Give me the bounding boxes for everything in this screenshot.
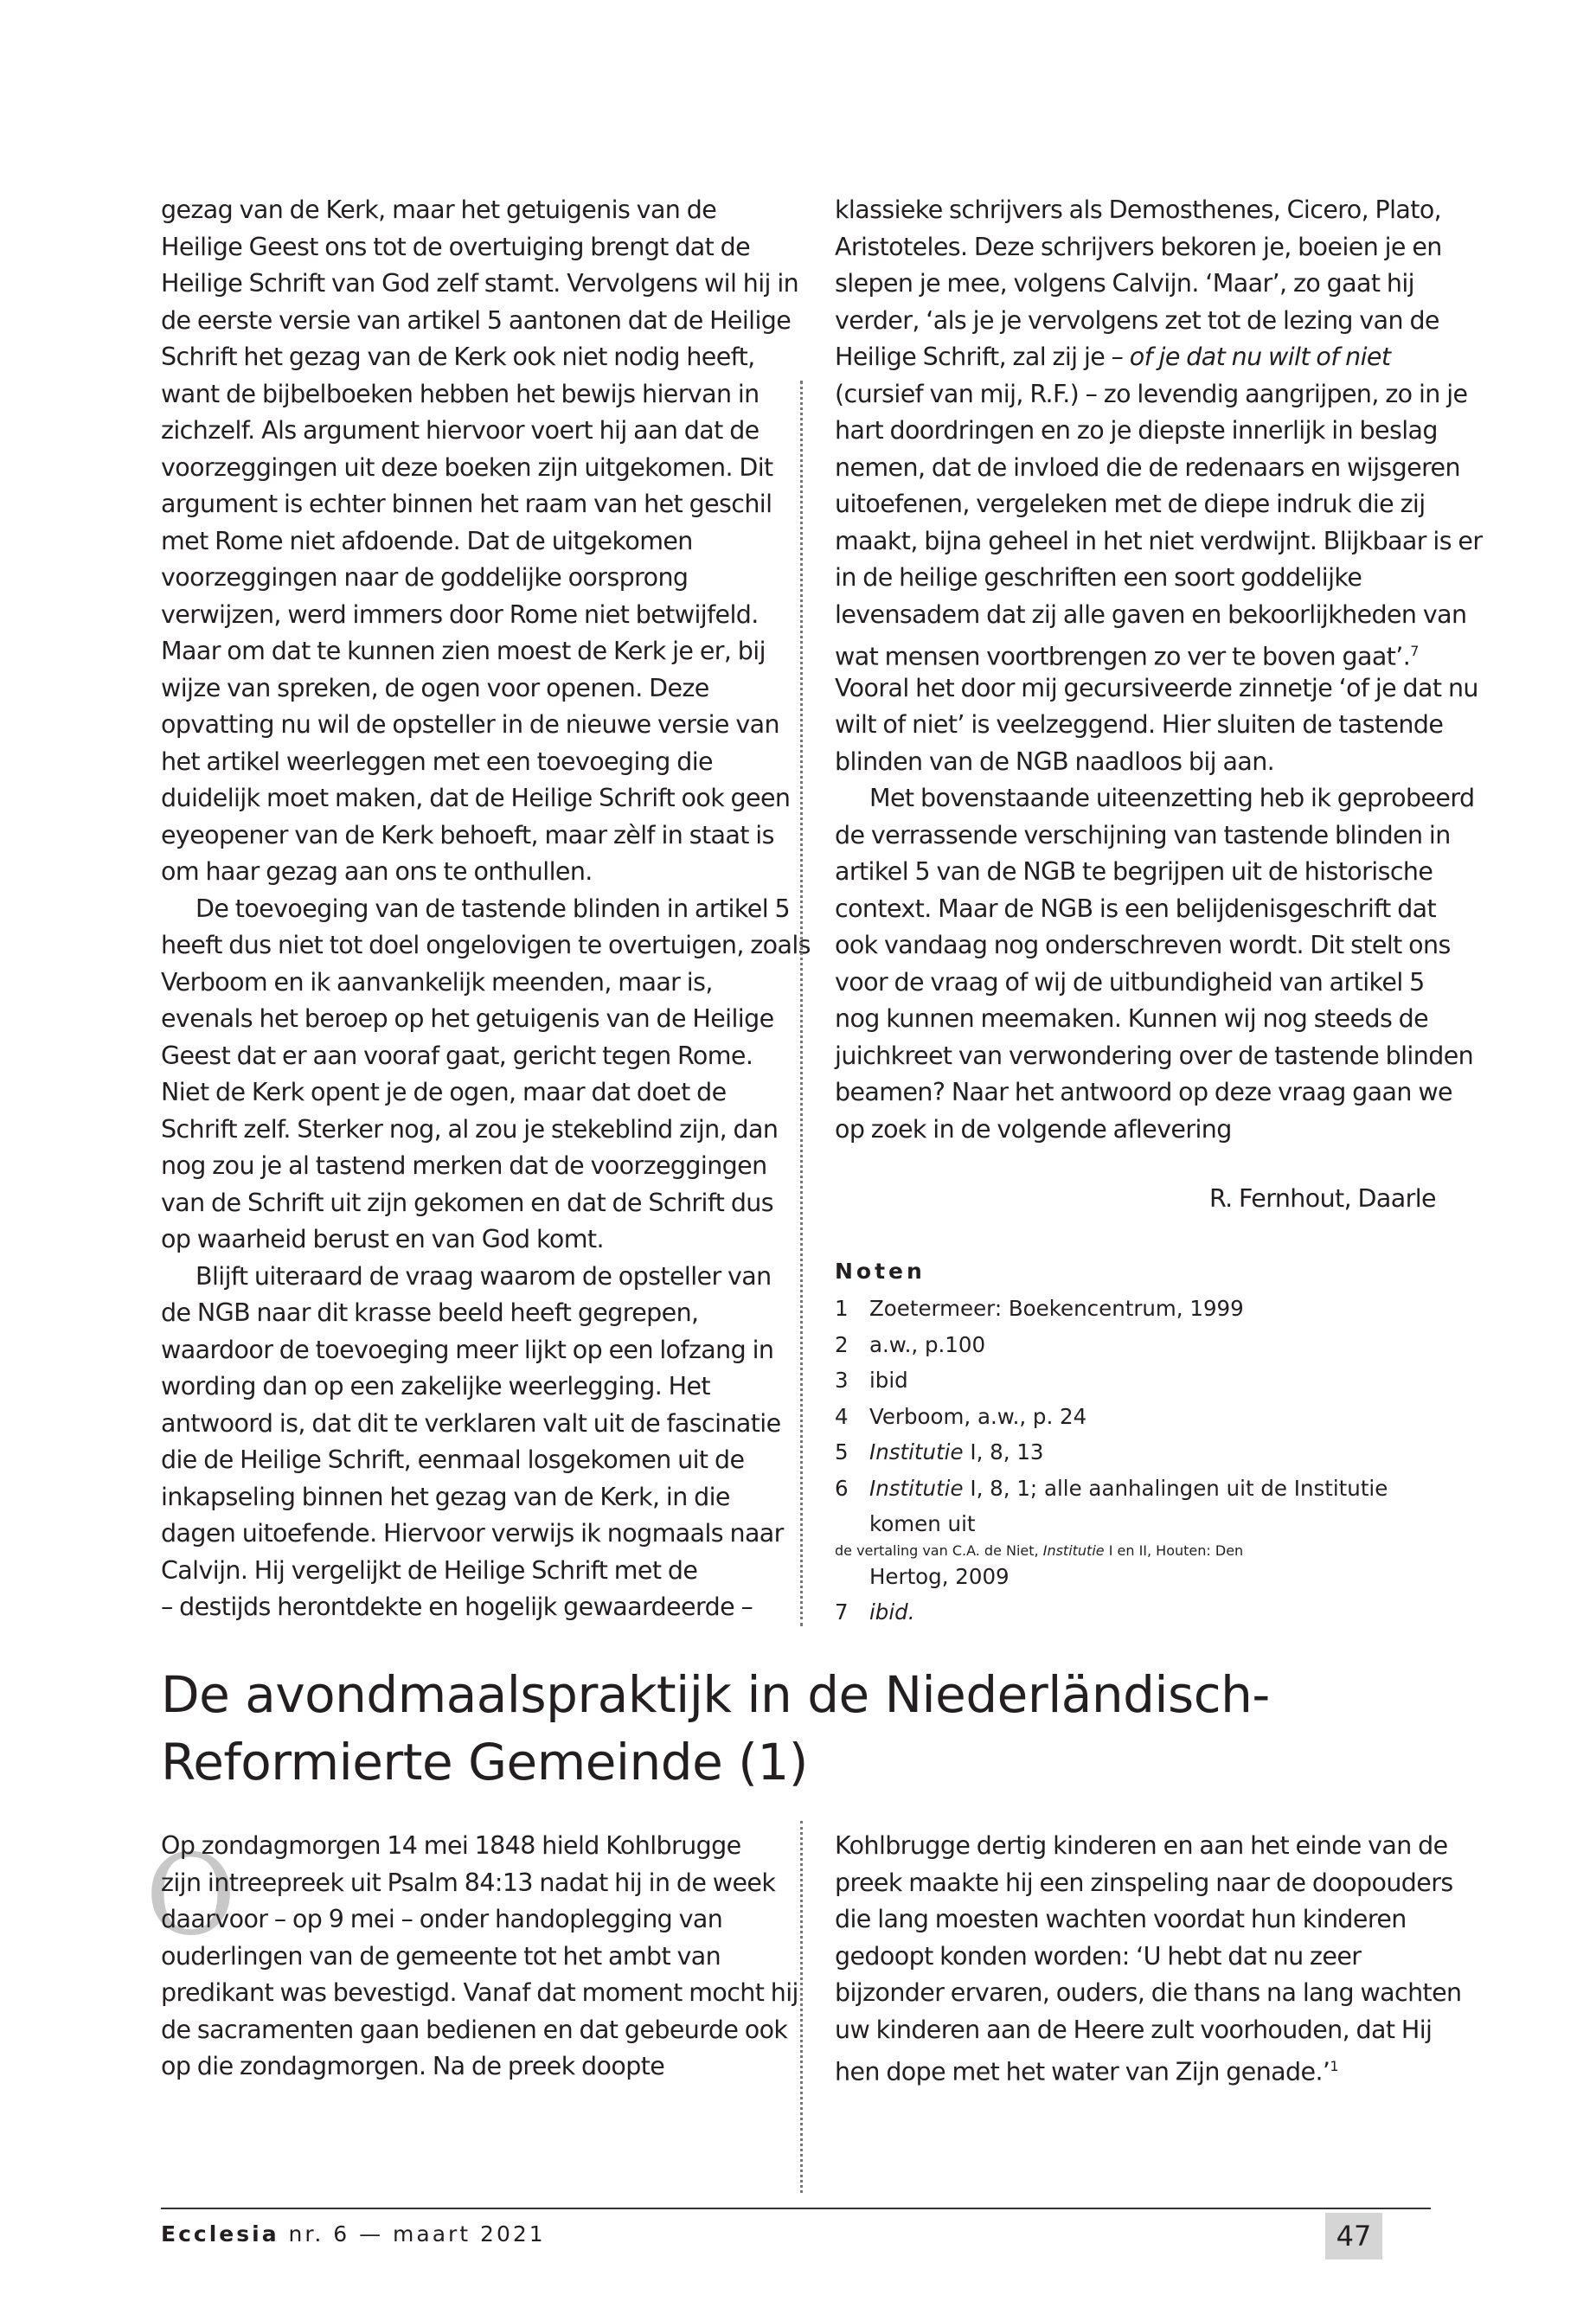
text-line: wilt of niet’ is veelzeggend. Hier sluiten de tastende — [835, 710, 1444, 739]
issue-info: nr. 6 — maart 2021 — [288, 2221, 546, 2247]
text-line: Heilige Schrift, zal zij je – of je dat nu wilt of niet — [835, 343, 1391, 371]
text-line: de sacramenten gaan bedienen en dat gebeurde ook — [161, 2015, 788, 2044]
text-line: duidelijk moet maken, dat de Heilige Schrift ook geen — [161, 784, 791, 812]
text-line: Blijft uiteraard de vraag waarom de opsteller van — [195, 1261, 772, 1291]
text-line: wijze van spreken, de ogen voor openen. Deze — [161, 673, 709, 702]
footnote: 5 Institutie I, 8, 13 — [835, 1439, 1044, 1465]
text-line: die de Heilige Schrift, eenmaal losgekomen uit de — [161, 1445, 745, 1474]
text-line: artikel 5 van de NGB te begrijpen uit de historische — [835, 857, 1433, 886]
text-line: waardoor de toevoeging meer lijkt op een lofzang in — [161, 1335, 774, 1364]
text-line: ook vandaag nog onderschreven wordt. Dit stelt ons — [835, 931, 1451, 959]
text-line: hen dope met het water van Zijn genade.’$^1$ — [835, 2057, 1338, 2086]
text-line: klassieke schrijvers als Demosthenes, Cicero, Plato, — [835, 195, 1442, 224]
column-left — [161, 192, 811, 1626]
text-line: beamen? Naar het antwoord op deze vraag gaan we — [835, 1078, 1452, 1106]
footnote: 7 ibid. — [835, 1599, 915, 1625]
dropcap: O — [145, 1831, 236, 1960]
text-line: de eerste versie van artikel 5 aantonen dat de Heilige — [161, 305, 792, 335]
text-line: argument is echter binnen het raam van het geschil — [161, 490, 772, 518]
text-line: wording dan op een zakelijke weerlegging. Het — [161, 1372, 710, 1400]
text-line: Heilige Schrift van God zelf stamt. Vervolgens wil hij in — [161, 269, 799, 298]
text-line: Verboom en ik aanvankelijk meenden, maar is, — [161, 967, 713, 997]
text-line: uw kinderen aan de Heere zult voorhouden, dat Hij — [835, 2015, 1433, 2044]
text-line: ouderlingen van de gemeente tot het ambt van — [161, 1941, 721, 1971]
text-line: bijzonder ervaren, ouders, die thans na lang wachten — [835, 1978, 1462, 2007]
footnote: 6 Institutie I, 8, 1; alle aanhalingen uit de Institutie komen uit — [835, 1475, 1388, 1536]
text-line: Schrift het gezag van de Kerk ook niet nodig heeft, — [161, 343, 755, 371]
text-line: de NGB naar dit krasse beeld heeft gegrepen, — [161, 1298, 699, 1327]
text-line: Schrift zelf. Sterker nog, al zou je stekeblind zijn, dan — [161, 1114, 779, 1144]
text-line: gezag van de Kerk, maar het getuigenis van de — [161, 195, 717, 224]
text-line: zijn intreepreek uit Psalm 84:13 nadat hij in de week — [161, 1868, 776, 1897]
notes-heading: Noten — [835, 1259, 926, 1284]
text-line: in de heilige geschriften een soort goddelijke — [835, 563, 1362, 592]
text-line: wat mensen voortbrengen zo ver te boven gaat’.$^7$ — [835, 642, 1419, 671]
article-title-line: De avondmaalspraktijk in de Niederländisch- — [161, 1665, 1270, 1724]
text-line: verwijzen, werd immers door Rome niet betwijfeld. — [161, 599, 759, 629]
footer-info — [161, 2221, 546, 2247]
text-line: (cursief van mij, R.F.) – zo levendig aangrijpen, zo in je — [835, 379, 1468, 408]
footnote: 2 a.w., p.100 — [835, 1331, 986, 1357]
text-line: op waarheid berust en van God komt. — [161, 1225, 604, 1253]
article-title-line: Reformierte Gemeinde (1) — [161, 1733, 808, 1791]
text-line: blinden van de NGB naadloos bij aan. — [835, 747, 1275, 776]
text-line: juichkreet van verwondering over de tastende blinden — [835, 1041, 1474, 1070]
column-divider — [800, 381, 803, 1626]
article-column-divider — [800, 1821, 803, 2193]
text-line: Geest dat er aan vooraf gaat, gericht tegen Rome. — [161, 1041, 753, 1070]
article-column-right — [835, 1828, 1462, 2086]
text-line: voorzeggingen naar de goddelijke oorsprong — [161, 563, 689, 592]
footnote: Hertog, 2009 — [869, 1563, 1010, 1589]
text-line: Niet de Kerk opent je de ogen, maar dat doet de — [161, 1078, 727, 1106]
notes-list — [835, 1291, 1440, 1631]
text-line: De toevoeging van de tastende blinden in artikel 5 — [195, 894, 791, 923]
text-line: uitoefenen, vergeleken met de diepe indruk die zij — [835, 490, 1426, 518]
text-line: Met bovenstaande uiteenzetting heb ik geprobeerd — [869, 784, 1475, 812]
text-line: evenals het beroep op het getuigenis van de Heilige — [161, 1004, 774, 1033]
text-line: nog kunnen meemaken. Kunnen wij nog steeds de — [835, 1004, 1429, 1033]
author-signature: R. Fernhout, Daarle — [1208, 1184, 1436, 1213]
text-line: die lang moesten wachten voordat hun kinderen — [835, 1905, 1407, 1933]
text-line: van de Schrift uit zijn gekomen en dat de Schrift dus — [161, 1188, 774, 1217]
text-line: maakt, bijna geheel in het niet verdwijnt. Blijkbaar is er — [835, 526, 1483, 555]
text-line: met Rome niet afdoende. Dat de uitgekomen — [161, 526, 693, 555]
text-line: verder, ‘als je je vervolgens zet tot de lezing van de — [835, 305, 1439, 335]
page-number: 47 — [1325, 2213, 1382, 2259]
text-line: heeft dus niet tot doel ongelovigen te overtuigen, zoals — [161, 931, 811, 959]
text-line: zichzelf. Als argument hiervoor voert hij aan dat de — [161, 416, 760, 445]
text-line: inkapseling binnen het gezag van de Kerk, in die — [161, 1482, 730, 1511]
text-line: levensadem dat zij alle gaven en bekoorlijkheden van — [835, 599, 1467, 629]
footer-rule — [161, 2208, 1431, 2209]
text-line: Op zondagmorgen 14 mei 1848 hield Kohlbrugge — [161, 1831, 741, 1860]
text-line: opvatting nu wil de opsteller in de nieuwe versie van — [161, 710, 779, 739]
text-line: Vooral het door mij gecursiveerde zinnetje ‘of je dat nu — [835, 673, 1478, 702]
text-line: want de bijbelboeken hebben het bewijs hiervan in — [161, 379, 760, 408]
article-title — [161, 1661, 1458, 1796]
text-line: Aristoteles. Deze schrijvers bekoren je, boeien je en — [835, 232, 1442, 261]
footnote: 4 Verboom, a.w., p. 24 — [835, 1403, 1087, 1429]
text-line: het artikel weerleggen met een toevoeging die — [161, 747, 713, 776]
text-line: Heilige Geest ons tot de overtuiging brengt dat de — [161, 232, 751, 261]
text-line: Maar om dat te kunnen zien moest de Kerk je er, bij — [161, 637, 766, 665]
text-line: voorzeggingen uit deze boeken zijn uitgekomen. Dit — [161, 452, 773, 482]
text-line: antwoord is, dat dit te verklaren valt uit de fascinatie — [161, 1408, 781, 1438]
text-line: op die zondagmorgen. Na de preek doopte — [161, 2052, 665, 2080]
text-line: Kohlbrugge dertig kinderen en aan het einde van de — [835, 1831, 1448, 1860]
text-line: nog zou je al tastend merken dat de voorzeggingen — [161, 1151, 767, 1180]
text-line: om haar gezag aan ons te onthullen. — [161, 857, 593, 886]
article-column-left — [161, 1828, 798, 2086]
text-line: Calvijn. Hij vergelijkt de Heilige Schrift met de — [161, 1555, 698, 1585]
text-line: op zoek in de volgende aflevering — [835, 1114, 1232, 1144]
text-line: context. Maar de NGB is een belijdenisgeschrift dat — [835, 894, 1437, 923]
footnote-continuation: de vertaling van C.A. de Niet, Institutie I en II, Houten: Den — [835, 1541, 1244, 1559]
footnote: 1 Zoetermeer: Boekencentrum, 1999 — [835, 1296, 1244, 1321]
text-line: – destijds herontdekte en hogelijk gewaardeerde – — [161, 1593, 753, 1621]
text-line: gedoopt konden worden: ‘U hebt dat nu zeer — [835, 1941, 1362, 1971]
magazine-name: Ecclesia — [161, 2221, 279, 2247]
text-line: dagen uitoefende. Hiervoor verwijs ik nogmaals naar — [161, 1519, 784, 1548]
column-right — [835, 192, 1483, 1218]
text-line: predikant was bevestigd. Vanaf dat moment mocht hij — [161, 1978, 798, 2007]
text-line: de verrassende verschijning van tastende blinden in — [835, 820, 1451, 849]
footnote: 3 ibid — [835, 1368, 908, 1393]
text-line: daarvoor – op 9 mei – onder handoplegging van — [161, 1905, 723, 1933]
text-line: eyeopener van de Kerk behoeft, maar zèlf in staat is — [161, 820, 774, 849]
text-line: voor de vraag of wij de uitbundigheid van artikel 5 — [835, 967, 1425, 997]
text-line: slepen je mee, volgens Calvijn. ‘Maar’, zo gaat hij — [835, 269, 1414, 298]
text-line: nemen, dat de invloed die de redenaars en wijsgeren — [835, 452, 1460, 482]
footnotes — [835, 1259, 1440, 1631]
text-line: preek maakte hij een zinspeling naar de doopouders — [835, 1868, 1453, 1897]
text-line: hart doordringen en zo je diepste innerlijk in beslag — [835, 416, 1438, 445]
